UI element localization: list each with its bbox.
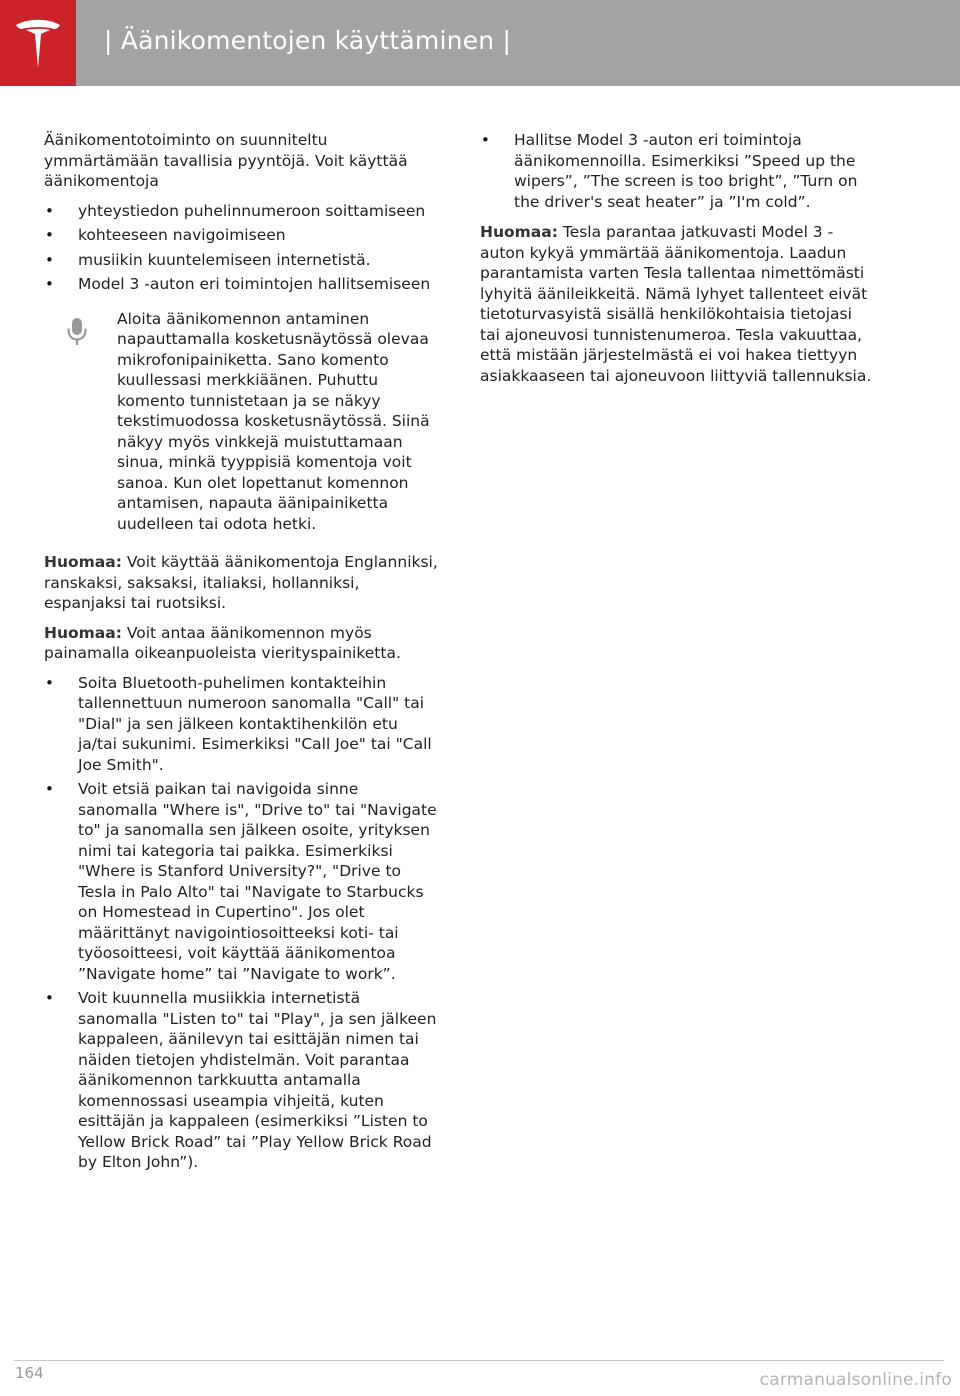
intro-paragraph: Äänikomentotoiminto on suunniteltu ymmärtämään tavallisia pyyntöjä. Voit käyttää äänikomentoja xyxy=(44,131,408,190)
note-paragraph xyxy=(480,222,874,386)
tip-text: Aloita äänikomennon antaminen napauttamalla kosketusnäytössä olevaa mikrofonipainiketta. Sano komento kuullessasi merkkiäänen. Puhuttu komento tunnistetaan ja se näkyy tekstimuodossa kosketusnäytössä. Siinä näkyy myös vinkkejä muistuttamaan sinua, minkä tyyppisiä komentoja voit sanoa. Kun olet lopettanut komennon antamisen, napauta äänipainiketta uudelleen tai odota hetki. xyxy=(117,309,430,533)
watermark: carmanualsonline.info xyxy=(759,1370,952,1390)
commands-list xyxy=(44,673,438,1173)
list-item: • musiikin kuuntelemiseen internetistä. xyxy=(44,250,438,271)
list-item: • Model 3 -auton eri toimintojen hallitsemiseen xyxy=(44,274,438,295)
footer-divider xyxy=(14,1360,944,1361)
microphone-tip xyxy=(44,309,438,535)
note-label: Huomaa: xyxy=(480,223,558,241)
page-title: | Äänikomentojen käyttäminen | xyxy=(104,26,512,55)
list-item: • yhteystiedon puhelinnumeroon soittamiseen xyxy=(44,201,438,222)
list-item: • kohteeseen navigoimiseen xyxy=(44,225,438,246)
list-item: • Soita Bluetooth-puhelimen kontakteihin tallennettuun numeroon sanomalla "Call" tai "Dial" ja sen jälkeen kontaktihenkilön etu ja/tai sukunimi. Esimerkiksi "Call Joe" tai "Call Joe Smith". xyxy=(44,673,438,776)
uses-list xyxy=(44,201,438,295)
note-paragraph xyxy=(44,552,438,614)
commands-list xyxy=(480,130,874,212)
tesla-logo xyxy=(0,0,76,86)
page-header xyxy=(0,0,960,86)
left-column xyxy=(44,130,438,1183)
note-label: Huomaa: xyxy=(44,553,122,571)
note-text: Voit käyttää äänikomentoja Englanniksi, ranskaksi, saksaksi, italiaksi, hollanniksi, espanjaksi tai ruotsiksi. xyxy=(44,553,438,612)
note-paragraph xyxy=(44,623,438,664)
microphone-icon xyxy=(66,317,88,347)
note-label: Huomaa: xyxy=(44,623,122,642)
page-number: 164 xyxy=(15,1364,44,1382)
right-column xyxy=(480,130,874,395)
list-item: • Hallitse Model 3 -auton eri toimintoja äänikomennoilla. Esimerkiksi ”Speed up the wipers”, ”The screen is too bright”, ”Turn on the driver's seat heater” ja ”I'm cold”. xyxy=(480,130,874,212)
note-text: Voit antaa äänikomennon myös painamalla oikeanpuoleista vierityspainiketta. xyxy=(44,623,401,662)
list-item: • Voit etsiä paikan tai navigoida sinne sanomalla "Where is", "Drive to" tai "Navigate to" ja sanomalla sen jälkeen osoite, yrityksen nimi tai kategoria tai paikka. Esimerkiksi "Where is Stanford University?", "Drive to Tesla in Palo Alto" tai "Navigate to Starbucks on Homestead in Cupertino". Jos olet määrittänyt navigointiosoitteeksi koti- tai työosoitteesi, voit käyttää äänikomentoa ”Navigate home” tai ”Navigate to work”. xyxy=(44,779,438,984)
tesla-logo-icon xyxy=(14,16,62,70)
note-text: Tesla parantaa jatkuvasti Model 3 -auton kykyä ymmärtää äänikomentoja. Laadun parantamista varten Tesla tallentaa nimettömästi lyhyitä äänileikkeitä. Nämä lyhyet tallenteet eivät tietoturvasyistä sisällä henkilökohtaisia tietojasi tai ajoneuvosi tunnistenumeroa. Tesla vakuuttaa, että mistään järjestelmästä ei voi hakea tiettyyn asiakkaaseen tai ajoneuvoon liittyviä tallennuksia. xyxy=(480,223,872,385)
list-item: • Voit kuunnella musiikkia internetistä sanomalla "Listen to" tai "Play", ja sen jälkeen kappaleen, äänilevyn tai esittäjän nimen tai näiden tietojen yhdistelmän. Voit parantaa äänikomennon tarkkuutta antamalla komennossasi useampia vihjeitä, kuten esittäjän ja kappaleen (esimerkiksi ”Listen to Yellow Brick Road” tai ”Play Yellow Brick Road by Elton John”). xyxy=(44,988,438,1173)
